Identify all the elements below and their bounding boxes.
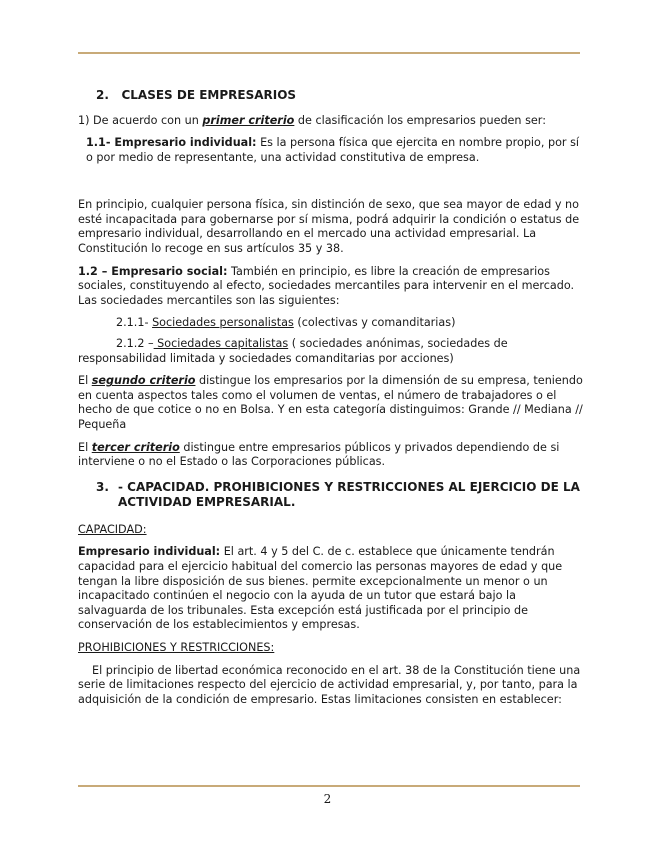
emphasis-segundo-criterio: segundo criterio	[91, 374, 196, 388]
spacer	[78, 173, 583, 198]
page-number: 2	[323, 792, 332, 806]
header-rule	[78, 52, 580, 54]
paragraph-empresario-individual: 1.1- Empresario individual: Es la persona física que ejercita en nombre propio, por sí o por medio de representante, una actividad constitutiva de empresa.	[86, 136, 580, 164]
term-empresario-individual: 1.1- Empresario individual:	[86, 136, 257, 150]
term-empresario-individual-cap: Empresario individual:	[78, 545, 221, 559]
list-item-capitalistas: 2.1.2 – Sociedades capitalistas ( sociedades anónimas, sociedades de responsabilidad limitada y sociedades comanditarias por acciones)	[78, 337, 508, 365]
section-title: - CAPACIDAD. PROHIBICIONES Y RESTRICCIONES AL EJERCICIO DE LA ACTIVIDAD EMPRESARIAL.	[118, 479, 580, 510]
paragraph-en-principio: En principio, cualquier persona física, sin distinción de sexo, que sea mayor de edad y no esté incapacitada para gobernarse por sí misma, podrá adquirir la condición o estatus de empresario individual, desarrollando en el mercado una actividad empresarial. La Constitución lo recoge en sus artículos 35 y 38.	[78, 198, 580, 256]
list-item-personalistas: 2.1.1- Sociedades personalistas (colectivas y comanditarias)	[116, 316, 456, 330]
paragraph-libertad-economica: El principio de libertad económica reconocido en el art. 38 de la Constitución tiene una serie de limitaciones respecto del ejercicio de actividad empresarial, y, por tanto, para la adquisición de la condición de empresario. Estas limitaciones consisten en establecer:	[78, 663, 581, 706]
paragraph-empresario-social: 1.2 – Empresario social: También en principio, es libre la creación de empresarios sociales, constituyendo al efecto, sociedades mercantiles para intervenir en el mercado. Las sociedades mercantiles son las siguientes:	[78, 264, 575, 307]
subheading-prohibiciones: PROHIBICIONES Y RESTRICCIONES:	[78, 640, 275, 654]
term-empresario-social: 1.2 – Empresario social:	[78, 264, 228, 278]
subheading-capacidad: CAPACIDAD:	[78, 522, 147, 536]
paragraph-capacidad-individual: Empresario individual: El art. 4 y 5 del C. de c. establece que únicamente tendrán capacidad para el ejercicio habitual del comercio las personas mayores de edad y que tengan la libre disposición de sus bienes. permite excepcionalmente un menor o un incapacitado continúen el negocio con la ayuda de un tutor que estará bajo la salvaguarda de los tribunales. Esta excepción está justificada por el principio de conservación de los establecimientos y empresas.	[78, 545, 563, 632]
section-number: 2.	[96, 88, 109, 102]
paragraph-segundo-criterio: El segundo criterio distingue los empresarios por la dimensión de su empresa, teniendo en cuenta aspectos tales como el volumen de ventas, el número de trabajadores o el hecho de que cotice o no en Bolsa. Y en esta categoría distinguimos: Grande // Mediana // Pequeña	[78, 374, 583, 431]
emphasis-primer-criterio: primer criterio	[202, 113, 295, 127]
footer-rule	[78, 785, 580, 787]
section-number: 3.	[96, 479, 109, 494]
emphasis-tercer-criterio: tercer criterio	[91, 440, 180, 454]
term-capitalistas: Sociedades capitalistas	[153, 337, 289, 351]
section-heading-clases	[78, 88, 583, 104]
paragraph-tercer-criterio: El tercer criterio distingue entre empresarios públicos y privados dependiendo de si interviene o no el Estado o las Corporaciones públicas.	[78, 440, 560, 469]
page-body	[78, 88, 583, 715]
term-personalistas: Sociedades personalistas	[152, 316, 294, 330]
paragraph-primer-criterio: 1) De acuerdo con un primer criterio de clasificación los empresarios pueden ser:	[78, 113, 546, 127]
section-heading-capacidad	[78, 480, 583, 511]
section-title: CLASES DE EMPRESARIOS	[121, 88, 297, 102]
